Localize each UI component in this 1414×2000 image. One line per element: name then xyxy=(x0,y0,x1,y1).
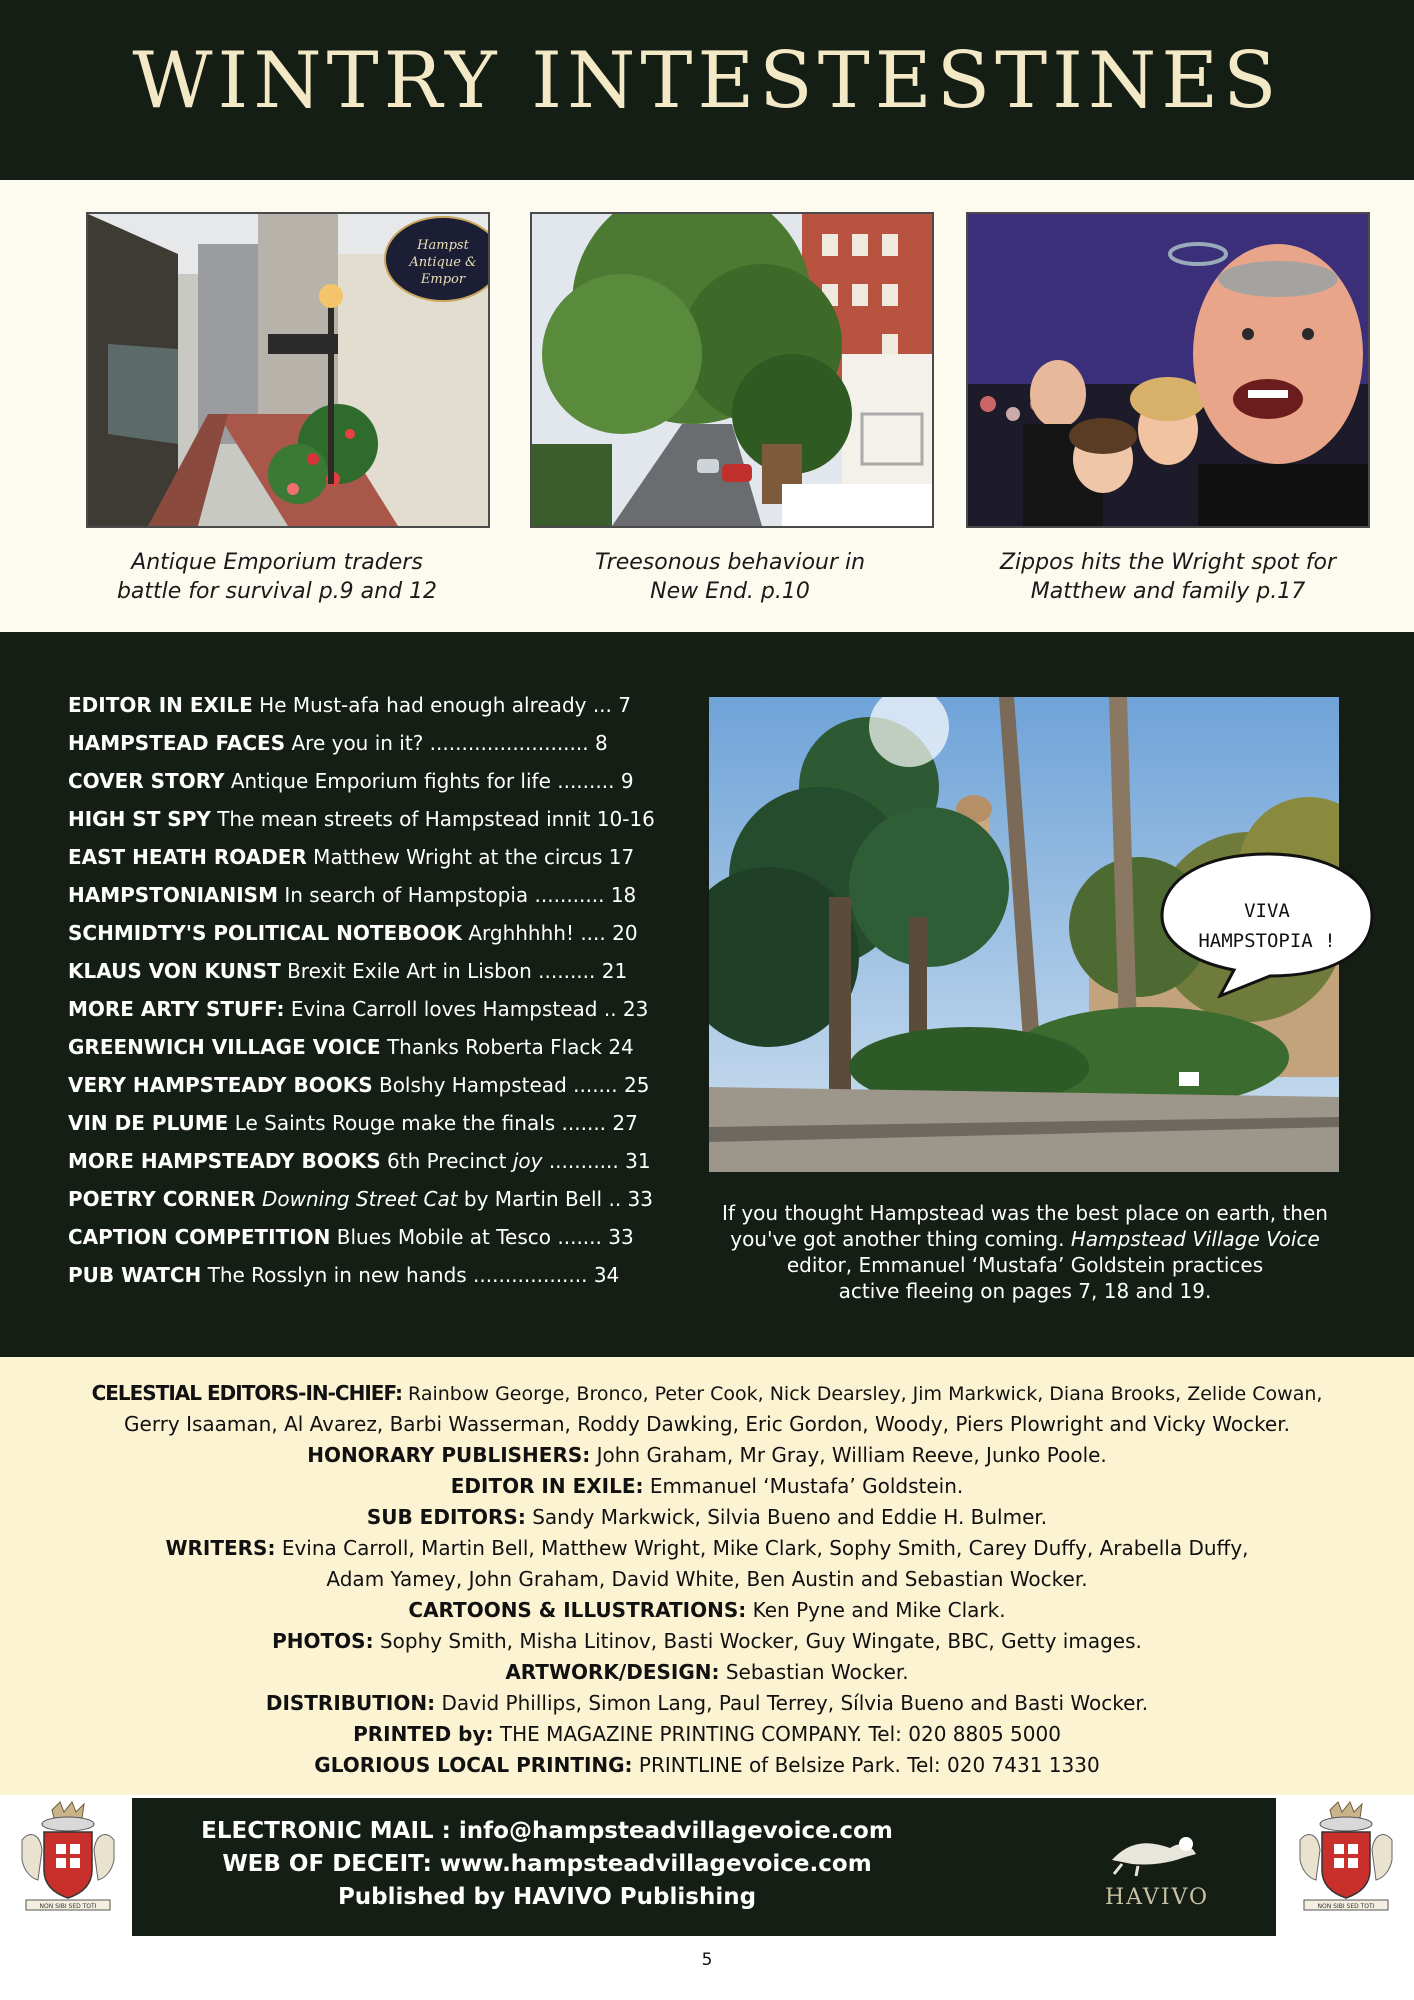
antique-emporium-caption: Antique Emporium traders battle for survival p.9 and 12 xyxy=(116,550,438,604)
feature-strip xyxy=(0,180,1414,632)
toc-item[interactable]: CAPTION COMPETITION Blues Mobile at Tesco ....... 33 xyxy=(68,1225,634,1249)
zippos-caption: Zippos hits the Wright spot for Matthew and family p.17 xyxy=(999,550,1337,604)
credit-line: CELESTIAL EDITORS-IN-CHIEF: Rainbow George, Bronco, Peter Cook, Nick Dearsley, Jim Markwick, Diana Brooks, Zelide Cowan, xyxy=(91,1381,1323,1405)
toc-item[interactable]: COVER STORY Antique Emporium fights for life ......... 9 xyxy=(68,769,634,793)
svg-text:HAVIVO: HAVIVO xyxy=(1104,1885,1210,1910)
table-of-contents xyxy=(68,686,668,1294)
toc-item[interactable]: GREENWICH VILLAGE VOICE Thanks Roberta Flack 24 xyxy=(68,1035,634,1059)
speech-bubble-text: VIVA HAMPSTOPIA ! xyxy=(1198,900,1336,952)
borough-crest-icon xyxy=(12,1800,124,1916)
toc-item[interactable]: EDITOR IN EXILE He Must-afa had enough already ... 7 xyxy=(68,693,631,717)
hampstopia-caption: If you thought Hampstead was the best place on earth, then you've got another thing coming. Hampstead Village Voice editor, Emmanuel ‘Mustafa’ Goldstein practices active fleeing on pages 7, 18 and 19. xyxy=(722,1201,1328,1303)
toc-item[interactable]: KLAUS VON KUNST Brexit Exile Art in Lisbon ......... 21 xyxy=(68,959,628,983)
credit-line: SUB EDITORS: Sandy Markwick, Silvia Bueno and Eddie H. Bulmer. xyxy=(366,1505,1048,1529)
antique-emporium-illustration xyxy=(88,214,488,526)
svg-text:Antique &: Antique & xyxy=(409,255,477,270)
footer-publisher: Published by HAVIVO Publishing xyxy=(337,1884,757,1910)
toc-item[interactable]: HAMPSTEAD FACES Are you in it? ......................... 8 xyxy=(68,731,608,755)
toc-item[interactable]: VIN DE PLUME Le Saints Rouge make the finals ....... 27 xyxy=(68,1111,638,1135)
toc-item[interactable]: PUB WATCH The Rosslyn in new hands .................. 34 xyxy=(68,1263,620,1287)
masthead-title: WINTRY INTESTESTINES xyxy=(132,36,1282,126)
footer-website[interactable]: WEB OF DECEIT: www.hampsteadvillagevoice.com xyxy=(222,1851,872,1877)
toc-item[interactable]: VERY HAMPSTEADY BOOKS Bolshy Hampstead ....... 25 xyxy=(68,1073,650,1097)
toc-item[interactable]: MORE HAMPSTEADY BOOKS 6th Precinct joy ........... 31 xyxy=(68,1149,651,1173)
svg-text:Empor: Empor xyxy=(420,272,466,287)
toc-item[interactable]: HIGH ST SPY The mean streets of Hampstead innit 10-16 xyxy=(68,807,655,831)
credit-line: EDITOR IN EXILE: Emmanuel ‘Mustafa’ Goldstein. xyxy=(450,1474,964,1498)
toc-item[interactable]: SCHMIDTY'S POLITICAL NOTEBOOK Arghhhhh! .... 20 xyxy=(68,921,638,945)
credit-line: PHOTOS: Sophy Smith, Misha Litinov, Basti Wocker, Guy Wingate, BBC, Getty images. xyxy=(272,1629,1142,1653)
toc-item[interactable]: EAST HEATH ROADER Matthew Wright at the circus 17 xyxy=(68,845,635,869)
footer-email[interactable]: ELECTRONIC MAIL : info@hampsteadvillagevoice.com xyxy=(201,1818,893,1844)
credit-line: PRINTED by: THE MAGAZINE PRINTING COMPANY. Tel: 020 8805 5000 xyxy=(353,1722,1061,1746)
svg-text:NON SIBI SED TOTI: NON SIBI SED TOTI xyxy=(1317,1903,1375,1910)
credit-line: ARTWORK/DESIGN: Sebastian Wocker. xyxy=(505,1660,909,1684)
toc-item[interactable]: POETRY CORNER Downing Street Cat by Martin Bell .. 33 xyxy=(68,1187,653,1211)
credit-line: WRITERS: Evina Carroll, Martin Bell, Matthew Wright, Mike Clark, Sophy Smith, Carey Duffy, Arabella Duffy, xyxy=(165,1536,1249,1560)
credit-line: HONORARY PUBLISHERS: John Graham, Mr Gray, William Reeve, Junko Poole. xyxy=(307,1443,1107,1467)
page-number: 5 xyxy=(701,1950,713,1970)
zippos-circus-photo[interactable] xyxy=(966,212,1370,528)
credit-line: Gerry Isaaman, Al Avarez, Barbi Wasserman, Roddy Dawking, Eric Gordon, Woody, Piers Plowright and Vicky Wocker. xyxy=(124,1412,1290,1436)
credit-line: CARTOONS & ILLUSTRATIONS: Ken Pyne and Mike Clark. xyxy=(408,1598,1006,1622)
credits-section xyxy=(0,1357,1414,1795)
svg-text:Hampst: Hampst xyxy=(417,238,469,253)
credit-line: Adam Yamey, John Graham, David White, Ben Austin and Sebastian Wocker. xyxy=(326,1567,1088,1591)
new-end-photo[interactable] xyxy=(530,212,934,528)
credit-line: GLORIOUS LOCAL PRINTING: PRINTLINE of Belsize Park. Tel: 020 7431 1330 xyxy=(314,1753,1100,1777)
antique-emporium-photo[interactable] xyxy=(86,212,490,528)
credit-line: DISTRIBUTION: David Phillips, Simon Lang, Paul Terrey, Sílvia Bueno and Basti Wocker. xyxy=(265,1691,1149,1715)
toc-item[interactable]: HAMPSTONIANISM In search of Hampstopia ........... 18 xyxy=(68,883,637,907)
masthead xyxy=(0,0,1414,180)
footer-contact-box xyxy=(132,1798,1276,1936)
new-end-illustration xyxy=(532,214,932,526)
new-end-caption: Treesonous behaviour in New End. p.10 xyxy=(594,550,866,604)
borough-crest-icon xyxy=(1290,1800,1402,1916)
toc-item[interactable]: MORE ARTY STUFF: Evina Carroll loves Hampstead .. 23 xyxy=(68,997,649,1021)
havivo-logo-icon xyxy=(1092,1818,1222,1918)
zippos-selfie-illustration xyxy=(968,214,1368,526)
svg-text:NON SIBI SED TOTI: NON SIBI SED TOTI xyxy=(39,1903,97,1910)
